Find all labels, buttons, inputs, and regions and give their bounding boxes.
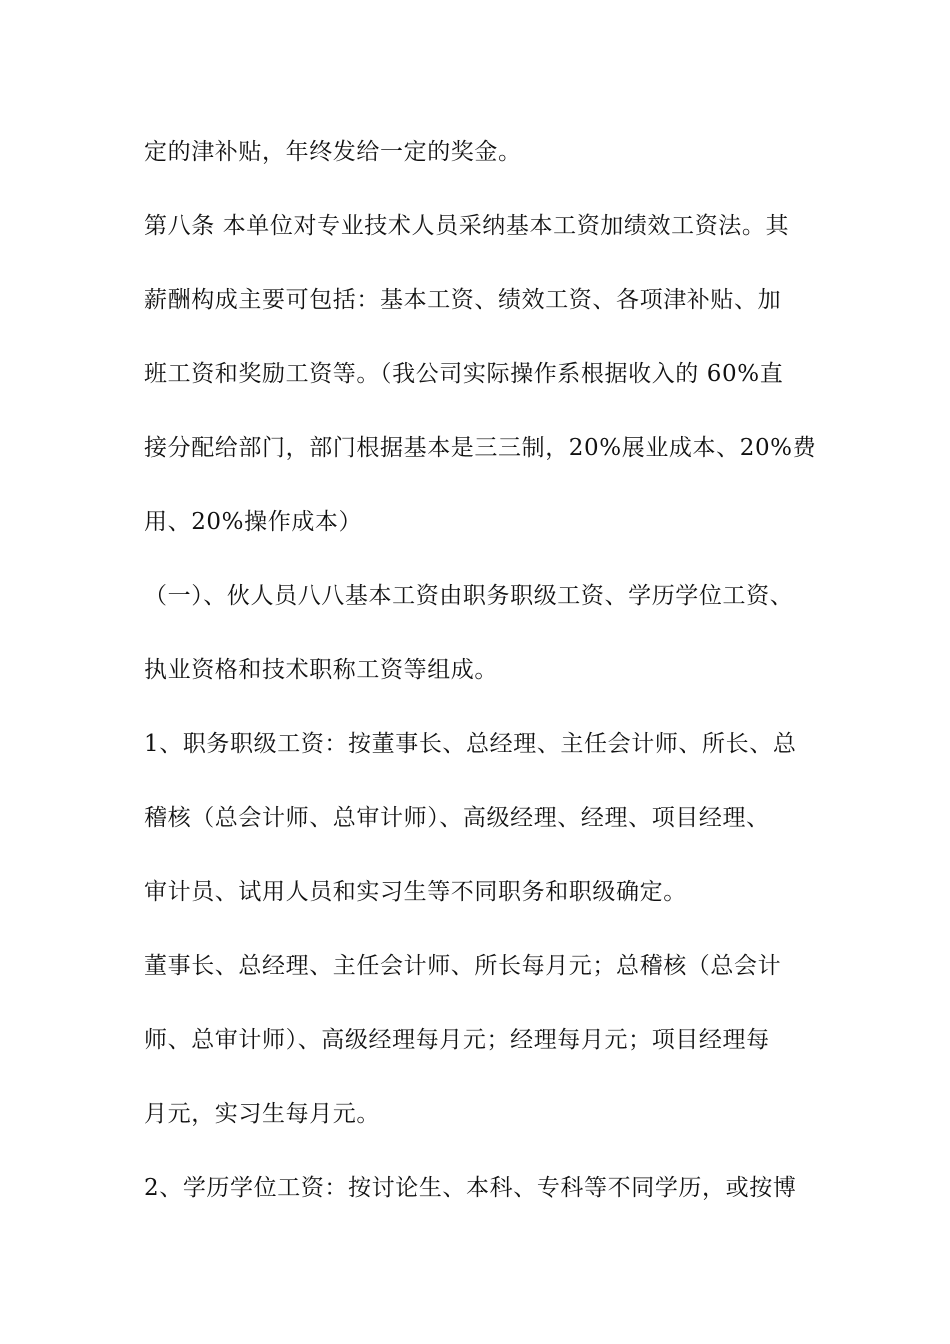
text-line: 薪酬构成主要可包括：基本工资、绩效工资、各项津补贴、加 xyxy=(144,287,782,313)
text-line: （一）、伙人员八八基本工资由职务职级工资、学历学位工资、 xyxy=(144,583,794,609)
text-line: 董事长、总经理、主任会计师、所长每月元；总稽核（总会计 xyxy=(144,953,782,979)
text-line: 接分配给部门，部门根据基本是三三制，20%展业成本、20%费 xyxy=(144,435,817,461)
text-line: 稽核（总会计师、总审计师）、高级经理、经理、项目经理、 xyxy=(144,805,770,831)
text-line: 定的津补贴，年终发给一定的奖金。 xyxy=(144,139,522,165)
text-line: 班工资和奖励工资等。（我公司实际操作系根据收入的 60%直 xyxy=(144,361,784,387)
text-line: 第八条 本单位对专业技术人员采纳基本工资加绩效工资法。其 xyxy=(144,213,790,239)
text-line: 师、总审计师）、高级经理每月元；经理每月元；项目经理每 xyxy=(144,1027,770,1053)
text-line: 1、职务职级工资：按董事长、总经理、主任会计师、所长、总 xyxy=(144,731,797,757)
text-line: 月元，实习生每月元。 xyxy=(144,1101,380,1127)
text-line: 执业资格和技术职称工资等组成。 xyxy=(144,657,498,683)
text-line: 用、20%操作成本） xyxy=(144,509,363,535)
text-line: 审计员、试用人员和实习生等不同职务和职级确定。 xyxy=(144,879,687,905)
text-line: 2、学历学位工资：按讨论生、本科、专科等不同学历，或按博 xyxy=(144,1175,797,1201)
